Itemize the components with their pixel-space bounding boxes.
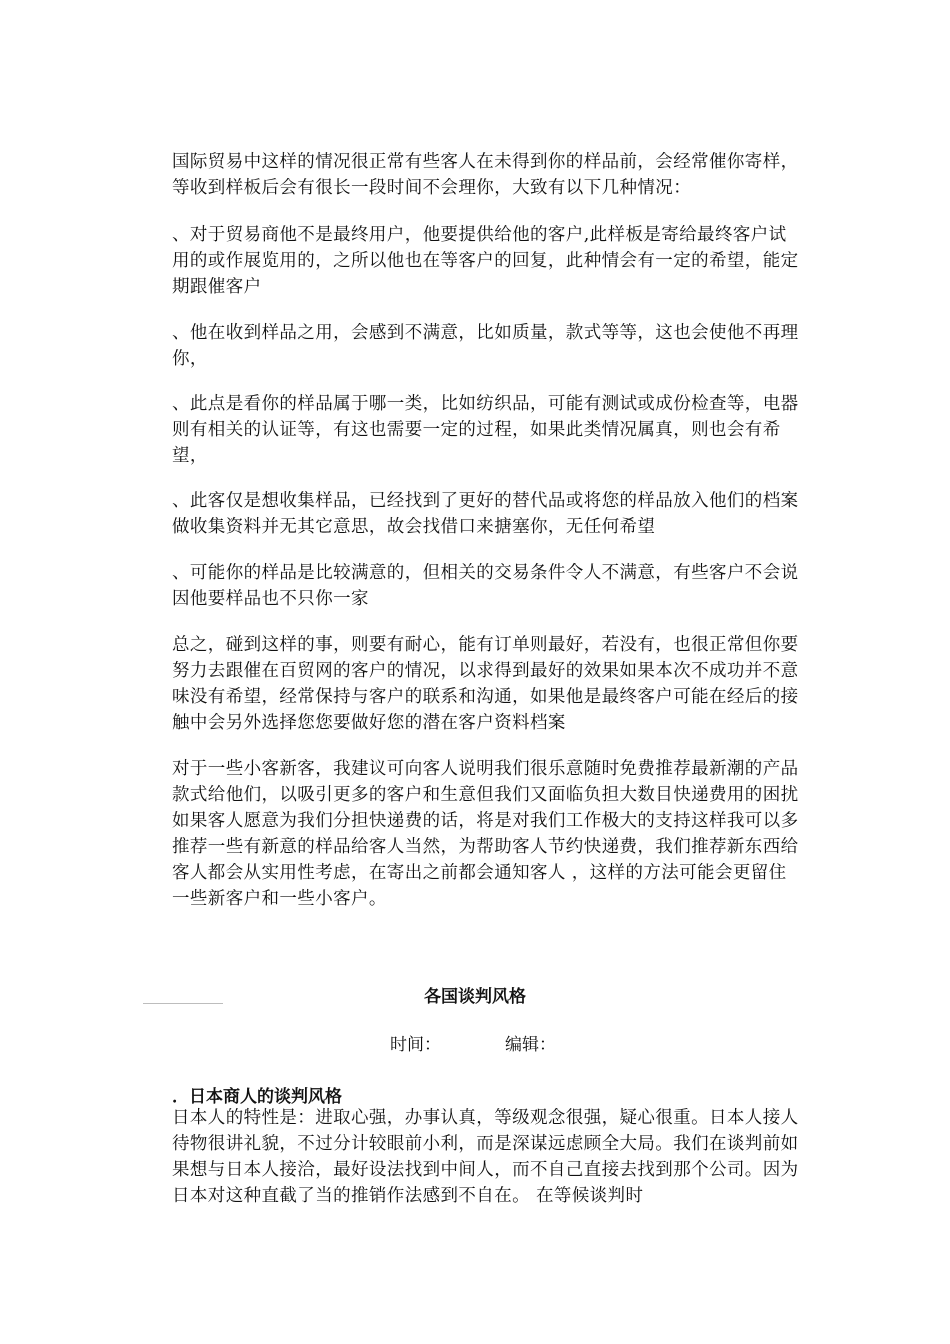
section-body: 日本人的特性是：进取心强，办事认真，等级观念很强，疑心很重。日本人接人待物很讲礼貌，不过分计较眼前小利，而是深谋远虑顾全大局。我们在谈判前如果想与日本人接洽，最好设法找到中间人，而不自己直接去找到那个公司。因为日本对这种直截了当的推销作法感到不自在。 在等候谈判时	[172, 1108, 799, 1206]
divider-line	[143, 1003, 223, 1004]
paragraph-intro: 国际贸易中这样的情况很正常有些客人在未得到你的样品前，会经常催你寄样，等收到样板后会有很长一段时间不会理你，大致有以下几种情况：	[172, 152, 799, 198]
article-title: 各国谈判风格	[424, 987, 526, 1007]
paragraph-reason-1: 、对于贸易商他不是最终用户，他要提供给他的客户,此样板是寄给最终客户试用的或作展览用的，之所以他也在等客户的回复，此种情会有一定的希望，能定期跟催客户	[172, 225, 799, 297]
paragraph-reason-3: 、此点是看你的样品属于哪一类，比如纺织品，可能有测试或成份检查等，电器则有相关的认证等，有这也需要一定的过程，如果此类情况属真，则也会有希望，	[172, 394, 799, 466]
paragraph-reason-4: 、此客仅是想收集样品，已经找到了更好的替代品或将您的样品放入他们的档案做收集资料并无其它意思，故会找借口来搪塞你，无任何希望	[172, 491, 799, 537]
section-heading: ．日本商人的谈判风格	[172, 1087, 342, 1107]
editor-label: 编辑：	[505, 1035, 556, 1055]
paragraph-reason-5: 、可能你的样品是比较满意的，但相关的交易条件令人不满意，有些客户不会说因他要样品也不只你一家	[172, 563, 799, 609]
paragraph-reason-2: 、他在收到样品之用，会感到不满意，比如质量，款式等等，这也会使他不再理你，	[172, 323, 799, 369]
time-label: 时间：	[390, 1035, 441, 1055]
paragraph-summary: 总之，碰到这样的事，则要有耐心，能有订单则最好，若没有，也很正常但你要努力去跟催在百贸网的客户的情况，以求得到最好的效果如果本次不成功并不意味没有希望，经常保持与客户的联系和沟通，如果他是最终客户可能在经后的接触中会另外选择您您要做好您的潜在客户资料档案	[172, 635, 799, 733]
paragraph-advice: 对于一些小客新客，我建议可向客人说明我们很乐意随时免费推荐最新潮的产品款式给他们，以吸引更多的客户和生意但我们又面临负担大数目快递费用的困扰如果客人愿意为我们分担快递费的话，将是对我们工作极大的支持这样我可以多推荐一些有新意的样品给客人当然，为帮助客人节约快递费，我们推荐新东西给客人都会从实用性考虑，在寄出之前都会通知客人 ，这样的方法可能会更留住一些新客户和一些小客户。	[172, 759, 799, 909]
